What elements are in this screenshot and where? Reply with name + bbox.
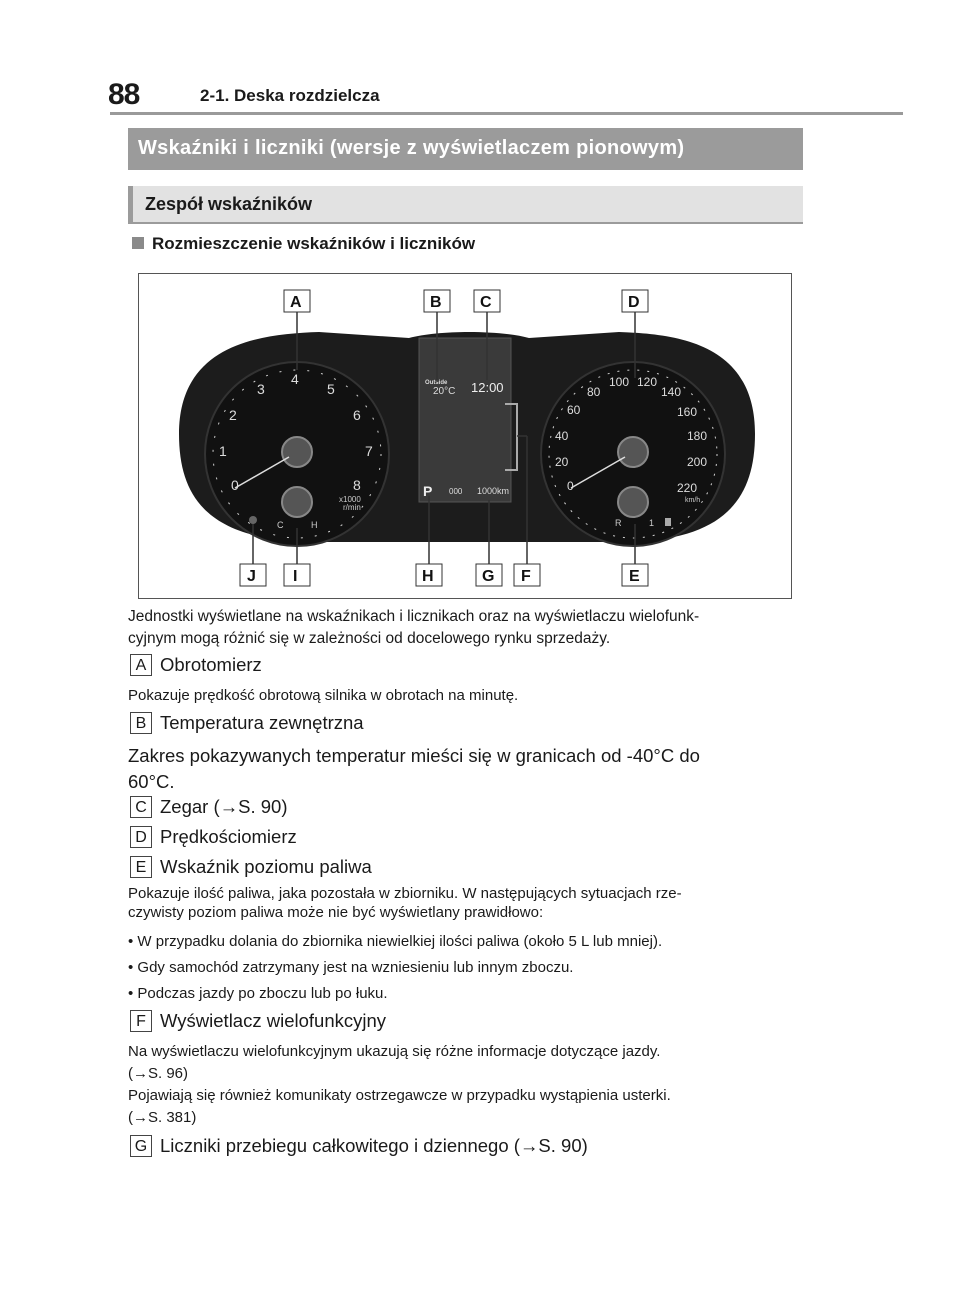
title-bar (128, 128, 803, 170)
tacho-tick-label: 6 (353, 407, 361, 423)
tacho-lower-hub (282, 487, 312, 517)
gear-indicator: P (423, 483, 433, 499)
speedo-tick-label: 60 (567, 403, 581, 417)
intro-line: Jednostki wyświetlane na wskaźnikach i licznikach oraz na wyświetlaczu wielofunk- (128, 608, 700, 625)
callout-c: C (480, 294, 492, 311)
instrument-cluster-figure (138, 273, 792, 599)
tacho-tick-label: 4 (291, 371, 299, 387)
bullet-item: • W przypadku dolania do zbiornika niewielkiej ilości paliwa (około 5 L lub mniej). (128, 933, 663, 950)
callout-a: A (290, 294, 302, 311)
square-bullet-icon (132, 237, 144, 249)
speedo-tick-label: 220 (677, 481, 698, 495)
speedo-tick-label: 180 (687, 429, 708, 443)
callout-h: H (422, 568, 434, 585)
item-a (130, 654, 262, 680)
speedo-tick-label: 80 (587, 385, 601, 399)
item-label: Wskaźnik poziomu paliwa (160, 856, 372, 877)
section-heading (132, 234, 475, 254)
item-c (130, 796, 288, 822)
speedo-unit: km/h (685, 497, 701, 504)
item-b (130, 712, 364, 738)
callout-f: F (521, 568, 531, 585)
tacho-tick-label: 5 (327, 381, 335, 397)
item-desc: Zakres pokazywanych temperatur mieści się w granicach od -40°C do (128, 745, 700, 766)
intro-line: cyjnym mogą różnić się w zależności od docelowego rynku sprzedaży. (128, 630, 611, 647)
section-path: 2-1. Deska rozdzielcza (200, 86, 380, 105)
outside-temp: 20°C (433, 386, 456, 397)
speedo-tick-label: 20 (555, 455, 569, 469)
tacho-tick-label: 3 (257, 381, 265, 397)
item-desc: (→S. 96) (128, 1065, 189, 1082)
item-marker: E (130, 856, 152, 878)
item-marker: B (130, 712, 152, 734)
item-f (130, 1010, 386, 1036)
section-heading-text: Rozmieszczenie wskaźników i liczników (152, 234, 476, 253)
callout-d: D (628, 294, 640, 311)
item-marker: C (130, 796, 152, 818)
item-e (130, 856, 372, 882)
outside-label: Outside (425, 380, 448, 386)
trip-display: 000 (449, 487, 463, 496)
item-desc: Na wyświetlaczu wielofunkcyjnym ukazują się różne informacje dotyczące jazdy. (128, 1043, 661, 1060)
speedo-tick-label: 120 (637, 375, 658, 389)
item-desc: (→S. 381) (128, 1109, 197, 1126)
tacho-unit: x1000 (339, 495, 361, 504)
clock-display: 12:00 (471, 380, 504, 395)
item-desc: Pojawiają się również komunikaty ostrzegawcze w przypadku wystąpienia usterki. (128, 1087, 671, 1104)
intro-paragraph (128, 606, 808, 650)
callout-b: B (430, 294, 442, 311)
temp-hot-label: H (311, 520, 318, 530)
odometer-display: 1000km (477, 486, 510, 496)
page-title: Wskaźniki i liczniki (wersje z wyświetlaczem pionowym) (138, 137, 685, 159)
item-label: Wyświetlacz wielofunkcyjny (160, 1010, 387, 1031)
callout-j: J (247, 568, 256, 585)
tacho-tick-label: 8 (353, 477, 361, 493)
speedo-tick-label: 140 (661, 385, 682, 399)
callout-g: G (482, 568, 495, 585)
item-d (130, 826, 297, 852)
item-desc: czywisty poziom paliwa może nie być wyświetlany prawidłowo: (128, 904, 544, 921)
speedo-hub (618, 437, 648, 467)
item-desc: Pokazuje prędkość obrotową silnika w obrotach na minutę. (128, 687, 519, 704)
speedo-tick-label: 40 (555, 429, 569, 443)
header-divider (110, 112, 903, 115)
bullet-item: • Gdy samochód zatrzymany jest na wzniesieniu lub innym zboczu. (128, 959, 574, 976)
instrument-cluster-illustration (139, 274, 793, 600)
item-marker: F (130, 1010, 152, 1032)
item-marker: A (130, 654, 152, 676)
fuel-r-label: R (615, 518, 622, 528)
speedo-tick-label: 100 (609, 375, 630, 389)
tacho-tick-label: 0 (231, 477, 239, 493)
tacho-unit: r/min (343, 503, 361, 512)
item-label: Prędkościomierz (160, 826, 297, 847)
item-desc: Pokazuje ilość paliwa, jaka pozostała w zbiorniku. W następujących sytuacjach rze- (128, 885, 682, 902)
tacho-hub (282, 437, 312, 467)
tacho-tick-label: 2 (229, 407, 237, 423)
item-marker: D (130, 826, 152, 848)
item-label: Zegar (→S. 90) (160, 796, 288, 817)
subtitle-bar (128, 186, 803, 224)
warning-lamp-icon (249, 516, 257, 524)
callout-i: I (293, 568, 298, 585)
speedo-lower-hub (618, 487, 648, 517)
bullet-item: • Podczas jazdy po zboczu lub po łuku. (128, 985, 388, 1002)
item-label: Liczniki przebiegu całkowitego i dziennego (→S. 90) (160, 1135, 588, 1156)
item-desc: 60°C. (128, 771, 175, 792)
temp-cold-label: C (277, 520, 284, 530)
page-number: 88 (108, 78, 140, 111)
tacho-tick-label: 7 (365, 443, 373, 459)
speedo-tick-label: 0 (567, 479, 574, 493)
multi-info-display (419, 338, 511, 502)
subtitle: Zespół wskaźników (145, 194, 313, 214)
speedo-tick-label: 160 (677, 405, 698, 419)
item-label: Temperatura zewnętrzna (160, 712, 364, 733)
tacho-tick-label: 1 (219, 443, 227, 459)
item-g (130, 1135, 588, 1161)
fuel-1-label: 1 (649, 518, 655, 528)
callout-e: E (629, 568, 640, 585)
speedo-tick-label: 200 (687, 455, 708, 469)
fuel-pump-icon (665, 518, 671, 526)
item-label: Obrotomierz (160, 654, 262, 675)
item-marker: G (130, 1135, 152, 1157)
